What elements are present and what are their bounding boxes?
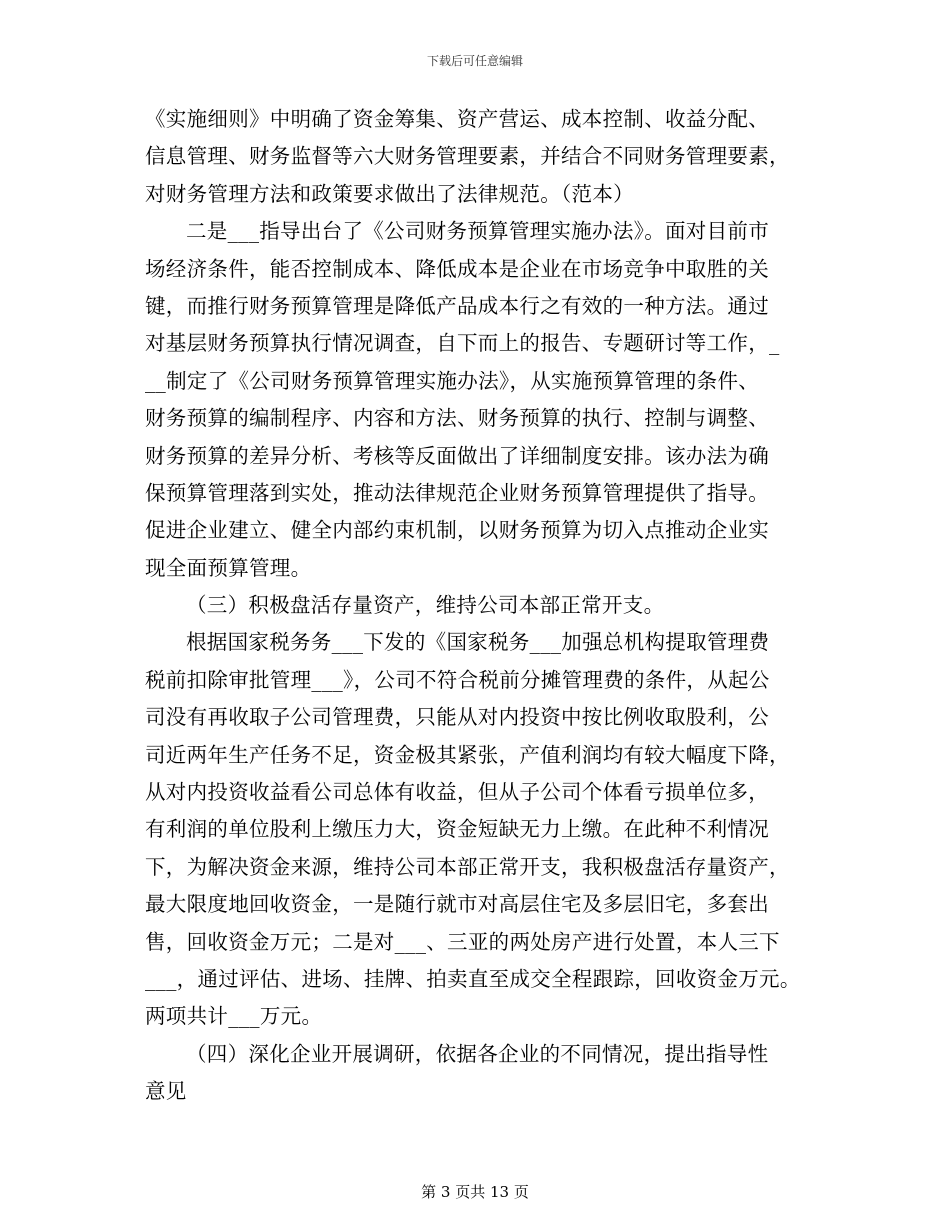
document-body	[145, 101, 825, 1111]
paragraph-start-line: 二是___指导出台了《公司财务预算管理实施办法》。面对目前市	[186, 219, 769, 244]
text-line: 售，回收资金万元；二是对___、三亚的两处房产进行处置，本人三下	[145, 929, 780, 954]
text-line: 现全面预算管理。	[145, 555, 312, 580]
text-line: 信息管理、财务监督等六大财务管理要素，并结合不同财务管理要素，	[145, 144, 790, 169]
page-number-footer: 第 3 页共 13 页	[421, 1183, 529, 1201]
text-line: 促进企业建立、健全内部约束机制，以财务预算为切入点推动企业实	[145, 518, 769, 543]
text-line: 司没有再收取子公司管理费，只能从对内投资中按比例收取股利，公	[145, 705, 769, 730]
text-line: ___，通过评估、进场、挂牌、拍卖直至成交全程跟踪，回收资金万元。	[145, 966, 801, 991]
text-line: 意见	[145, 1079, 187, 1104]
section-heading-3: （三）积极盘活存量资产，维持公司本部正常开支。	[186, 593, 665, 618]
text-line: 财务预算的差异分析、考核等反面做出了详细制度安排。该办法为确	[145, 443, 769, 468]
section-heading-4: （四）深化企业开展调研，依据各企业的不同情况，提出指导性	[186, 1041, 769, 1066]
text-line: 场经济条件，能否控制成本、降低成本是企业在市场竞争中取胜的关	[145, 256, 769, 281]
text-line: __制定了《公司财务预算管理实施办法》，从实施预算管理的条件、	[145, 368, 760, 393]
text-line: 税前扣除审批管理___》，公司不符合税前分摊管理费的条件，从起公	[145, 667, 770, 692]
text-line: 《实施细则》中明确了资金筹集、资产营运、成本控制、收益分配、	[145, 107, 769, 131]
text-line: 有利润的单位股利上缴压力大，资金短缺无力上缴。在此种不利情况	[145, 817, 769, 842]
text-line: 从对内投资收益看公司总体有收益，但从子公司个体看亏损单位多，	[145, 780, 769, 805]
text-line: 两项共计___万元。	[145, 1004, 323, 1029]
text-line: 键，而推行财务预算管理是降低产品成本行之有效的一种方法。通过	[145, 293, 769, 318]
text-line: 对财务管理方法和政策要求做出了法律规范。（范本）	[145, 181, 634, 206]
text-line: 最大限度地回收资金，一是随行就市对高层住宅及多层旧宅，多套出	[145, 892, 769, 917]
text-line: 下，为解决资金来源，维持公司本部正常开支，我积极盘活存量资产，	[145, 854, 790, 879]
text-line: 财务预算的编制程序、内容和方法、财务预算的执行、控制与调整、	[145, 406, 769, 431]
page-header-note: 下载后可任意编辑	[426, 54, 523, 68]
paragraph-start-line: 根据国家税务务___下发的《国家税务___加强总机构提取管理费	[186, 630, 770, 655]
text-line: 保预算管理落到实处，推动法律规范企业财务预算管理提供了指导。	[145, 480, 769, 505]
text-line: 司近两年生产任务不足，资金极其紧张，产值利润均有较大幅度下降，	[145, 742, 790, 767]
text-line: 对基层财务预算执行情况调查，自下而上的报告、专题研讨等工作，_	[145, 331, 780, 356]
